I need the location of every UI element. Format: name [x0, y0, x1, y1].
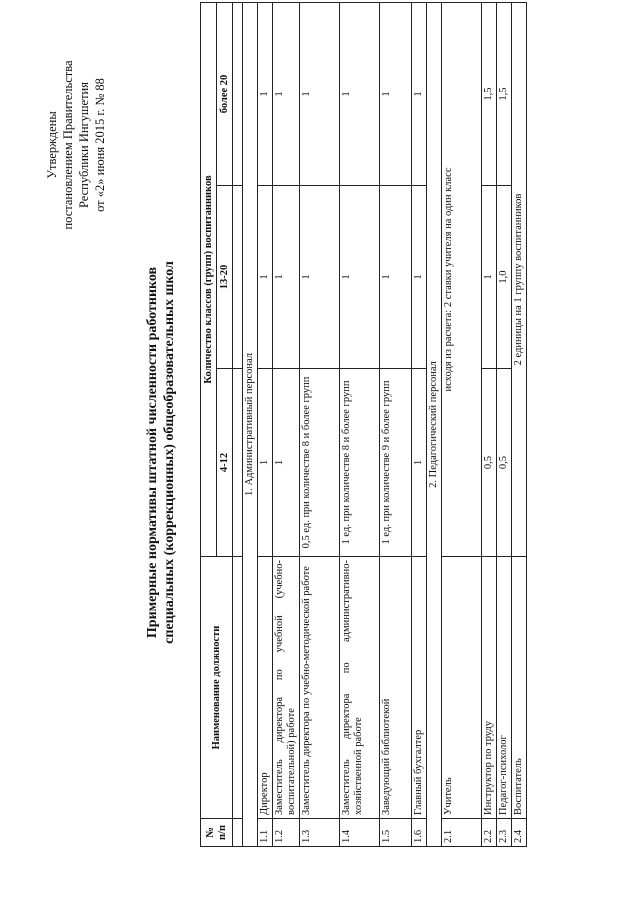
row-number: 1.2 [273, 819, 300, 847]
row-value-4-12: 1 [412, 369, 427, 557]
row-value-over-20: 1,5 [497, 3, 512, 186]
row-value-4-12: 1 ед. при количестве 8 и более групп [340, 369, 380, 557]
approval-line: от «2» июня 2015 г. № 88 [93, 78, 107, 212]
header-class-count: Количество классов (групп) воспитанников [201, 3, 217, 557]
title-line: Примерные нормативы штатной численности работников [145, 266, 160, 639]
row-value-4-12: 0,5 [482, 369, 497, 557]
row-value-4-12: 1 [273, 369, 300, 557]
row-merged-value: исходя из расчета: 2 ставки учителя на один класс [442, 3, 482, 557]
table-row [497, 3, 512, 847]
row-number: 1.5 [380, 819, 412, 847]
row-value-4-12: 0,5 ед. при количестве 8 и более групп [300, 369, 340, 557]
approval-line: Утверждены [45, 111, 59, 179]
row-merged-value: 2 единицы на 1 группу воспитанников [512, 3, 527, 557]
title-line: специальных (коррекционных) общеобразовательных школ [162, 261, 177, 644]
row-position: Заместитель директора по административно-хозяйственной работе [340, 557, 380, 819]
header-position-name: Наименование должности [201, 557, 233, 819]
row-value-over-20: 1 [258, 3, 273, 186]
row-position: Учитель [442, 557, 482, 819]
section-row [243, 3, 258, 847]
row-value-over-20: 1 [300, 3, 340, 186]
row-number: 1.6 [412, 819, 427, 847]
row-position: Главный бухгалтер [412, 557, 427, 819]
section-row [427, 3, 442, 847]
row-value-over-20: 1 [380, 3, 412, 186]
row-value-13-20: 1 [273, 186, 300, 369]
row-value-over-20: 1 [340, 3, 380, 186]
table-row [380, 3, 412, 847]
table-row [482, 3, 497, 847]
table-row [258, 3, 273, 847]
row-value-13-20: 1,0 [497, 186, 512, 369]
header-col-13-20: 13-20 [217, 186, 233, 369]
table-row [300, 3, 340, 847]
section-administrative: 1. Административный персонал [243, 3, 258, 847]
table-row [340, 3, 380, 847]
row-value-13-20: 1 [482, 186, 497, 369]
row-position: Инструктор по труду [482, 557, 497, 819]
row-position: Директор [258, 557, 273, 819]
table-row [512, 3, 527, 847]
row-value-13-20: 1 [412, 186, 427, 369]
table-row [442, 3, 482, 847]
row-value-13-20: 1 [258, 186, 273, 369]
row-position: Заместитель директора по учебной (учебно-воспитательной) работе [273, 557, 300, 819]
section-pedagogical: 2. Педагогический персонал [427, 3, 442, 847]
row-position: Воспитатель [512, 557, 527, 819]
approval-stamp [44, 0, 108, 290]
row-number: 2.4 [512, 819, 527, 847]
approval-line: Республики Ингушетия [77, 82, 91, 209]
row-number: 1.3 [300, 819, 340, 847]
row-value-4-12: 1 ед. при количестве 9 и более групп [380, 369, 412, 557]
table-spacer-row [233, 3, 243, 847]
approval-line: постановлением Правительства [61, 60, 75, 230]
table-row [412, 3, 427, 847]
row-number: 2.2 [482, 819, 497, 847]
row-value-over-20: 1,5 [482, 3, 497, 186]
row-value-13-20: 1 [380, 186, 412, 369]
header-number: № п/п [201, 819, 233, 847]
row-position: Педагог-психолог [497, 557, 512, 819]
row-position: Заведующий библиотекой [380, 557, 412, 819]
table-row [273, 3, 300, 847]
row-value-13-20: 1 [340, 186, 380, 369]
row-number: 2.3 [497, 819, 512, 847]
row-value-over-20: 1 [273, 3, 300, 186]
document-title [144, 0, 178, 905]
row-value-4-12: 1 [258, 369, 273, 557]
staffing-norms-table [200, 2, 527, 847]
row-number: 1.4 [340, 819, 380, 847]
row-value-13-20: 1 [300, 186, 340, 369]
row-position: Заместитель директора по учебно-методической работе [300, 557, 340, 819]
row-value-over-20: 1 [412, 3, 427, 186]
row-number: 2.1 [442, 819, 482, 847]
row-number: 1.1 [258, 819, 273, 847]
header-col-4-12: 4-12 [217, 369, 233, 557]
row-value-4-12: 0,5 [497, 369, 512, 557]
header-col-over-20: более 20 [217, 3, 233, 186]
